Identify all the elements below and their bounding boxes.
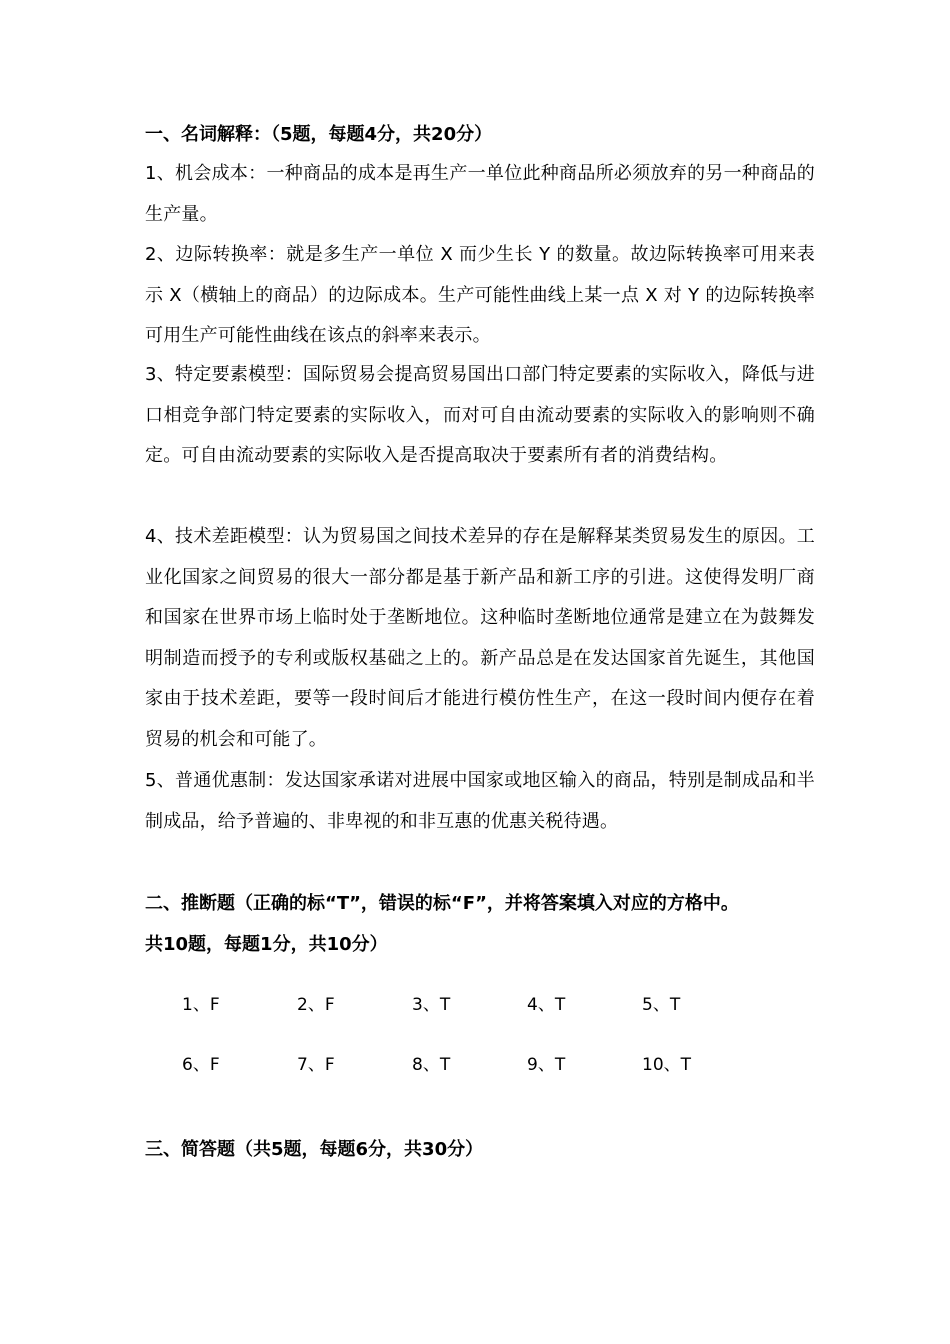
term-marginal-rate-of-transformation: 2、边际转换率：就是多生产一单位 X 而少生长 Y 的数量。故边际转换率可用来表示 X（横轴上的商品）的边际成本。生产可能性曲线上某一点 X 对 Y 的边际转换率可用生产可能性曲线在该点的斜率来表示。 — [145, 244, 815, 347]
term-technology-gap-model: 4、技术差距模型：认为贸易国之间技术差异的存在是解释某类贸易发生的原因。工业化国家之间贸易的很大一部分都是基于新产品和新工序的引进。这使得发明厂商和国家在世界市场上临时处于垄断地位。这种临时垄断地位通常是建立在为鼓舞发明制造而授予的专利或版权基础之上的。新产品总是在发达国家首先诞生，其他国家由于技术差距，要等一段时间后才能进行模仿性生产，在这一段时间内便存在着贸易的机会和可能了。 — [145, 526, 815, 750]
answer-item: 7、F — [297, 1055, 335, 1075]
term-specific-factors-model: 3、特定要素模型：国际贸易会提高贸易国出口部门特定要素的实际收入，降低与进口相竞争部门特定要素的实际收入，而对可自由流动要素的实际收入的影响则不确定。可自由流动要素的实际收入是否提高取决于要素所有者的消费结构。 — [145, 364, 815, 467]
section1-heading: 一、名词解释：（5题，每题4分，共20分） — [145, 124, 493, 145]
answer-item: 2、F — [297, 995, 335, 1015]
answer-item: 8、T — [412, 1055, 451, 1075]
answers-row-1 — [182, 990, 757, 1020]
answer-item: 9、T — [527, 1055, 566, 1075]
section2-heading-line1: 二、推断题（正确的标“T”，错误的标“F”，并将答案填入对应的方格中。 — [145, 893, 739, 914]
answer-item: 5、T — [642, 995, 681, 1015]
answer-item: 10、T — [642, 1055, 692, 1075]
answer-item: 3、T — [412, 995, 451, 1015]
answer-item: 6、F — [182, 1055, 220, 1075]
answer-item: 4、T — [527, 995, 566, 1015]
answer-item: 1、F — [182, 995, 220, 1015]
answers-row-2 — [182, 1050, 757, 1080]
section2-heading-line2: 共10题，每题1分，共10分） — [145, 934, 388, 955]
term-generalized-system-of-preferences: 5、普通优惠制：发达国家承诺对进展中国家或地区输入的商品，特别是制成品和半制成品，给予普遍的、非卑视的和非互惠的优惠关税待遇。 — [145, 770, 815, 832]
term-opportunity-cost: 1、机会成本：一种商品的成本是再生产一单位此种商品所必须放弃的另一种商品的生产量。 — [145, 163, 815, 225]
section3-heading: 三、简答题（共5题，每题6分，共30分） — [145, 1139, 484, 1160]
